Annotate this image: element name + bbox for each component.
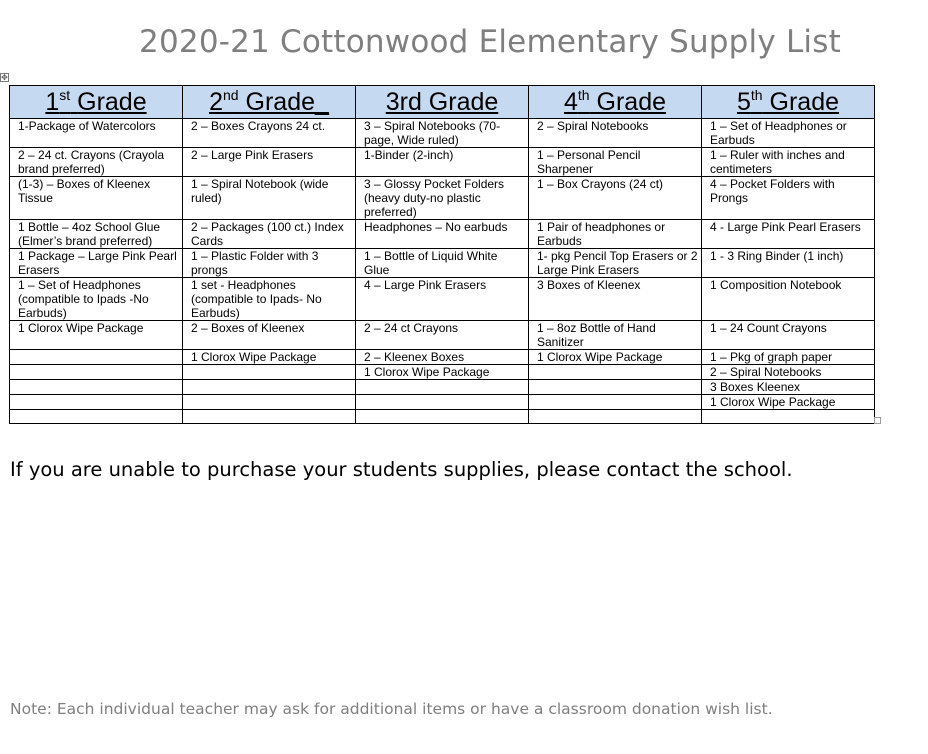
table-row <box>10 119 875 148</box>
supply-cell-grade-5: 4 – Pocket Folders with Prongs <box>702 177 875 220</box>
supply-cell-grade-4 <box>529 410 702 424</box>
supply-cell-grade-3: 1 Clorox Wipe Package <box>356 365 529 380</box>
supply-cell-grade-1 <box>10 350 183 365</box>
supply-cell-grade-4: 1 – Box Crayons (24 ct) <box>529 177 702 220</box>
supply-cell-grade-3: 1-Binder (2-inch) <box>356 148 529 177</box>
header-grade-2: 2nd Grade_ <box>183 86 356 119</box>
header-grade-3: 3rd Grade <box>356 86 529 119</box>
supply-cell-grade-5: 4 - Large Pink Pearl Erasers <box>702 220 875 249</box>
supply-cell-grade-1 <box>10 380 183 395</box>
supply-cell-grade-5: 1 – Ruler with inches and centimeters <box>702 148 875 177</box>
supply-cell-grade-4: 1- pkg Pencil Top Erasers or 2 Large Pink Erasers <box>529 249 702 278</box>
table-row <box>10 395 875 410</box>
supply-cell-grade-3 <box>356 380 529 395</box>
supply-cell-grade-1: 2 – 24 ct. Crayons (Crayola brand preferred) <box>10 148 183 177</box>
resize-square-icon[interactable] <box>874 417 881 424</box>
supply-cell-grade-5: 1 – Pkg of graph paper <box>702 350 875 365</box>
supply-cell-grade-5: 1 Composition Notebook <box>702 278 875 321</box>
supply-cell-grade-4: 1 Pair of headphones or Earbuds <box>529 220 702 249</box>
supply-cell-grade-1: 1 Bottle – 4oz School Glue (Elmer’s brand preferred) <box>10 220 183 249</box>
supply-cell-grade-4: 1 – 8oz Bottle of Hand Sanitizer <box>529 321 702 350</box>
supply-cell-grade-4 <box>529 365 702 380</box>
supply-cell-grade-2: 2 – Boxes Crayons 24 ct. <box>183 119 356 148</box>
supply-cell-grade-1 <box>10 410 183 424</box>
supply-cell-grade-3: 2 – 24 ct Crayons <box>356 321 529 350</box>
header-grade-1: 1st Grade <box>10 86 183 119</box>
supply-cell-grade-2: 1 Clorox Wipe Package <box>183 350 356 365</box>
table-row <box>10 350 875 365</box>
supply-cell-grade-5: 1 - 3 Ring Binder (1 inch) <box>702 249 875 278</box>
header-grade-5: 5th Grade <box>702 86 875 119</box>
supply-cell-grade-2 <box>183 410 356 424</box>
supply-cell-grade-1: 1 Package – Large Pink Pearl Erasers <box>10 249 183 278</box>
table-row <box>10 410 875 424</box>
supply-cell-grade-2: 1 – Plastic Folder with 3 prongs <box>183 249 356 278</box>
supply-cell-grade-3: 2 – Kleenex Boxes <box>356 350 529 365</box>
supply-cell-grade-5: 3 Boxes Kleenex <box>702 380 875 395</box>
move-arrows-icon[interactable]: ✥ <box>1 73 8 82</box>
supply-cell-grade-3: 3 – Spiral Notebooks (70-page, Wide ruled) <box>356 119 529 148</box>
table-row <box>10 380 875 395</box>
supply-cell-grade-3: 1 – Bottle of Liquid White Glue <box>356 249 529 278</box>
header-row <box>10 86 875 119</box>
supply-cell-grade-2 <box>183 365 356 380</box>
table-row <box>10 365 875 380</box>
supply-cell-grade-4 <box>529 395 702 410</box>
page-title: 2020-21 Cottonwood Elementary Supply List <box>139 24 841 60</box>
table-row <box>10 148 875 177</box>
supply-cell-grade-4: 2 – Spiral Notebooks <box>529 119 702 148</box>
supply-cell-grade-2: 1 set - Headphones (compatible to Ipads- No Earbuds) <box>183 278 356 321</box>
supply-cell-grade-2: 2 – Packages (100 ct.) Index Cards <box>183 220 356 249</box>
supply-cell-grade-2 <box>183 395 356 410</box>
supply-cell-grade-3: 4 – Large Pink Erasers <box>356 278 529 321</box>
supply-cell-grade-5: 1 – Set of Headphones or Earbuds <box>702 119 875 148</box>
supply-cell-grade-5: 2 – Spiral Notebooks <box>702 365 875 380</box>
supply-cell-grade-2: 1 – Spiral Notebook (wide ruled) <box>183 177 356 220</box>
supply-cell-grade-3 <box>356 395 529 410</box>
supply-cell-grade-2 <box>183 380 356 395</box>
supply-cell-grade-4: 1 Clorox Wipe Package <box>529 350 702 365</box>
header-grade-4: 4th Grade <box>529 86 702 119</box>
teacher-note: Note: Each individual teacher may ask for additional items or have a classroom donation wish list. <box>10 700 773 718</box>
supply-cell-grade-3: 3 – Glossy Pocket Folders (heavy duty-no plastic preferred) <box>356 177 529 220</box>
supply-cell-grade-1: 1-Package of Watercolors <box>10 119 183 148</box>
supply-cell-grade-5 <box>702 410 875 424</box>
supply-cell-grade-2: 2 – Boxes of Kleenex <box>183 321 356 350</box>
supply-cell-grade-4 <box>529 380 702 395</box>
supply-cell-grade-5: 1 Clorox Wipe Package <box>702 395 875 410</box>
table-row <box>10 177 875 220</box>
supply-cell-grade-3: Headphones – No earbuds <box>356 220 529 249</box>
supply-cell-grade-4: 3 Boxes of Kleenex <box>529 278 702 321</box>
supply-cell-grade-1: 1 Clorox Wipe Package <box>10 321 183 350</box>
table-row <box>10 220 875 249</box>
table-row <box>10 321 875 350</box>
supply-cell-grade-3 <box>356 410 529 424</box>
supply-cell-grade-1: 1 – Set of Headphones (compatible to Ipads -No Earbuds) <box>10 278 183 321</box>
supply-cell-grade-1 <box>10 365 183 380</box>
supply-cell-grade-5: 1 – 24 Count Crayons <box>702 321 875 350</box>
supply-cell-grade-1 <box>10 395 183 410</box>
supply-table <box>9 85 875 424</box>
notice-text: If you are unable to purchase your students supplies, please contact the school. <box>10 458 793 481</box>
table-row <box>10 249 875 278</box>
supply-cell-grade-1: (1-3) – Boxes of Kleenex Tissue <box>10 177 183 220</box>
supply-cell-grade-4: 1 – Personal Pencil Sharpener <box>529 148 702 177</box>
supply-cell-grade-2: 2 – Large Pink Erasers <box>183 148 356 177</box>
table-row <box>10 278 875 321</box>
